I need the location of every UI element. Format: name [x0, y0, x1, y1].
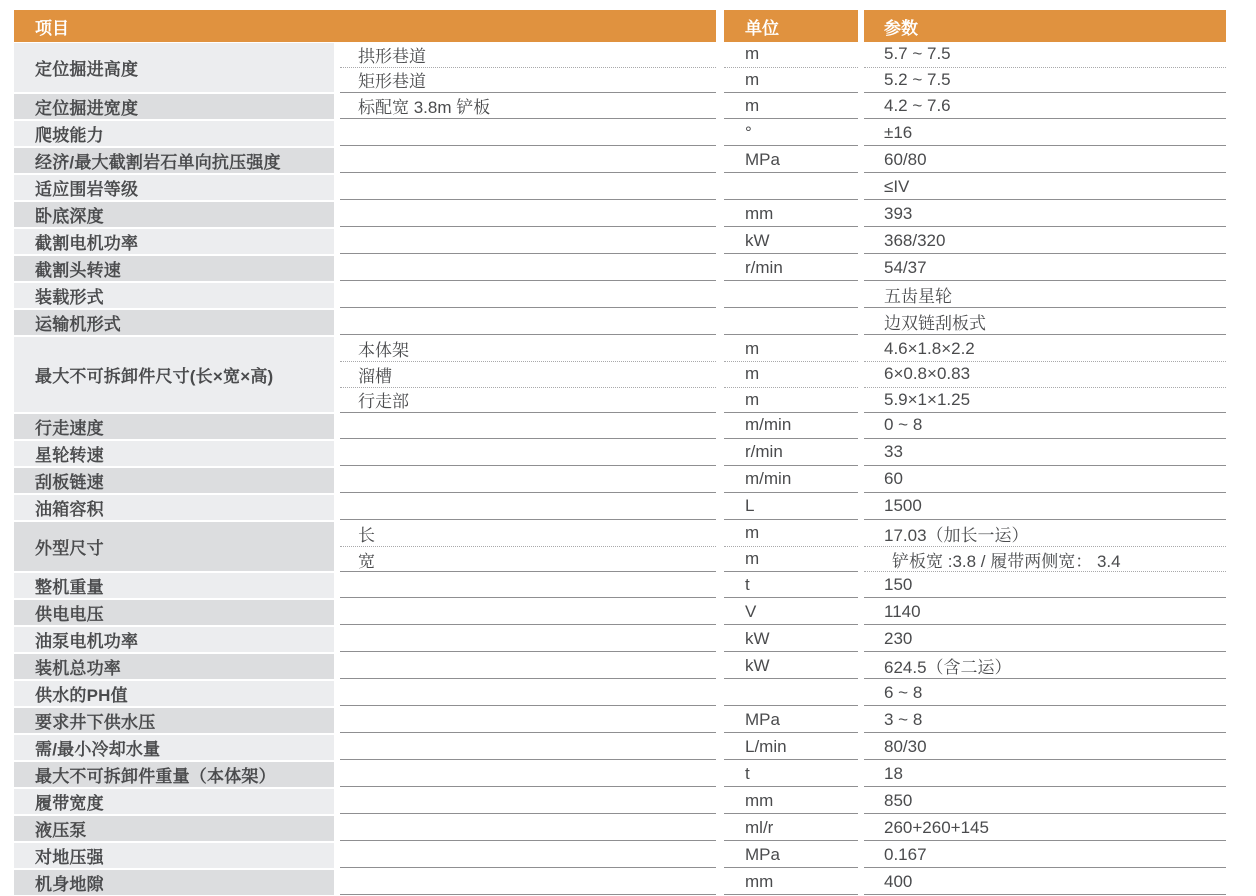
value-cell: 6 ~ 8: [864, 680, 1226, 706]
value-column: [864, 93, 1226, 120]
sub-cell: [340, 572, 716, 598]
value-column: [864, 120, 1226, 147]
value-cell: 5.9×1×1.25: [864, 388, 1226, 414]
value-cell: 五齿星轮: [864, 282, 1226, 308]
row-label: 行走速度: [14, 414, 334, 439]
unit-cell: m: [724, 547, 858, 573]
sub-cell: 标配宽 3.8m 铲板: [340, 93, 716, 119]
row-label-cell: [14, 93, 334, 120]
row-label-cell: [14, 494, 334, 521]
row-label: 定位掘进宽度: [14, 94, 334, 119]
row-label: 最大不可拆卸件重量（本体架）: [14, 762, 334, 787]
row-label-cell: [14, 734, 334, 761]
row-label-cell: [14, 467, 334, 494]
row-label-cell: [14, 707, 334, 734]
value-column: [864, 147, 1226, 174]
unit-column: [724, 336, 858, 413]
row-label-cell: [14, 120, 334, 147]
unit-cell: r/min: [724, 255, 858, 281]
table-row: [14, 336, 1226, 413]
unit-column: [724, 707, 858, 734]
table-row: [14, 93, 1226, 120]
row-label: 整机重量: [14, 573, 334, 598]
row-label: 液压泵: [14, 816, 334, 841]
unit-cell: [724, 174, 858, 200]
table-row: [14, 255, 1226, 282]
table-row: [14, 42, 1226, 93]
value-cell: ±16: [864, 120, 1226, 146]
unit-cell: kW: [724, 626, 858, 652]
row-label-cell: [14, 626, 334, 653]
unit-cell: m/min: [724, 467, 858, 493]
unit-cell: m: [724, 93, 858, 119]
unit-cell: mm: [724, 201, 858, 227]
sub-column: [340, 653, 716, 680]
value-cell: 60: [864, 467, 1226, 493]
unit-column: [724, 440, 858, 467]
spec-table-body: [14, 42, 1226, 896]
sub-column: [340, 93, 716, 120]
sub-column: [340, 869, 716, 896]
unit-cell: t: [724, 761, 858, 787]
table-row: [14, 174, 1226, 201]
sub-column: [340, 255, 716, 282]
value-cell: 230: [864, 626, 1226, 652]
table-row: [14, 707, 1226, 734]
table-row: [14, 201, 1226, 228]
unit-column: [724, 93, 858, 120]
value-cell: 18: [864, 761, 1226, 787]
row-label-cell: [14, 174, 334, 201]
unit-column: [724, 869, 858, 896]
sub-cell: [340, 282, 716, 308]
table-row: [14, 599, 1226, 626]
sub-column: [340, 413, 716, 440]
table-row: [14, 869, 1226, 896]
sub-cell: [340, 147, 716, 173]
sub-cell: [340, 788, 716, 814]
header-cell-item: 项目: [14, 10, 716, 42]
value-column: [864, 572, 1226, 599]
unit-cell: mm: [724, 788, 858, 814]
sub-column: [340, 626, 716, 653]
sub-column: [340, 440, 716, 467]
table-row: [14, 467, 1226, 494]
sub-cell: [340, 120, 716, 146]
value-column: [864, 521, 1226, 572]
value-column: [864, 413, 1226, 440]
unit-column: [724, 282, 858, 309]
sub-cell: [340, 734, 716, 760]
value-cell: 4.6×1.8×2.2: [864, 336, 1226, 362]
sub-cell: 溜槽: [340, 362, 716, 388]
sub-cell: [340, 680, 716, 706]
sub-column: [340, 120, 716, 147]
sub-cell: [340, 842, 716, 868]
unit-cell: MPa: [724, 842, 858, 868]
unit-cell: m: [724, 336, 858, 362]
value-column: [864, 680, 1226, 707]
row-label-cell: [14, 521, 334, 572]
unit-cell: m: [724, 68, 858, 94]
value-column: [864, 734, 1226, 761]
unit-cell: r/min: [724, 440, 858, 466]
table-row: [14, 680, 1226, 707]
sub-column: [340, 521, 716, 572]
row-label-cell: [14, 842, 334, 869]
table-row: [14, 761, 1226, 788]
table-row: [14, 147, 1226, 174]
unit-cell: V: [724, 599, 858, 625]
value-cell: 54/37: [864, 255, 1226, 281]
value-column: [864, 653, 1226, 680]
row-label: 需/最小冷却水量: [14, 735, 334, 760]
table-row: [14, 120, 1226, 147]
value-column: [864, 42, 1226, 93]
value-cell: 3 ~ 8: [864, 707, 1226, 733]
row-label-cell: [14, 869, 334, 896]
sub-cell: 拱形巷道: [340, 42, 716, 68]
sub-cell: [340, 761, 716, 787]
sub-cell: [340, 201, 716, 227]
value-cell: 边双链刮板式: [864, 309, 1226, 335]
unit-cell: kW: [724, 228, 858, 254]
value-column: [864, 707, 1226, 734]
row-label: 经济/最大截割岩石单向抗压强度: [14, 148, 334, 173]
unit-cell: [724, 309, 858, 335]
value-cell: 5.7 ~ 7.5: [864, 42, 1226, 68]
sub-column: [340, 599, 716, 626]
sub-cell: [340, 309, 716, 335]
unit-cell: °: [724, 120, 858, 146]
unit-cell: m: [724, 362, 858, 388]
row-label: 最大不可拆卸件尺寸(长×宽×高): [14, 337, 334, 412]
sub-cell: [340, 467, 716, 493]
table-row: [14, 413, 1226, 440]
value-column: [864, 467, 1226, 494]
sub-cell: [340, 174, 716, 200]
sub-column: [340, 147, 716, 174]
sub-cell: [340, 255, 716, 281]
row-label: 装机总功率: [14, 654, 334, 679]
table-row: [14, 815, 1226, 842]
value-cell: 60/80: [864, 147, 1226, 173]
value-cell: 33: [864, 440, 1226, 466]
row-label: 外型尺寸: [14, 522, 334, 571]
sub-column: [340, 309, 716, 336]
row-label-cell: [14, 282, 334, 309]
row-label: 定位掘进高度: [14, 43, 334, 92]
row-label-cell: [14, 599, 334, 626]
sub-column: [340, 734, 716, 761]
sub-column: [340, 707, 716, 734]
sub-column: [340, 467, 716, 494]
header-cell-unit: 单位: [724, 10, 858, 42]
unit-column: [724, 761, 858, 788]
sub-column: [340, 42, 716, 93]
sub-column: [340, 680, 716, 707]
table-row: [14, 521, 1226, 572]
value-column: [864, 626, 1226, 653]
sub-cell: [340, 413, 716, 439]
header-cell-param: 参数: [864, 10, 1226, 42]
row-label-cell: [14, 201, 334, 228]
value-cell: 17.03（加长一运）: [864, 521, 1226, 547]
row-label: 供水的PH值: [14, 681, 334, 706]
unit-cell: [724, 282, 858, 308]
row-label-cell: [14, 309, 334, 336]
unit-column: [724, 120, 858, 147]
unit-column: [724, 842, 858, 869]
row-label: 对地压强: [14, 843, 334, 868]
row-label-cell: [14, 228, 334, 255]
sub-cell: 宽: [340, 547, 716, 573]
sub-cell: [340, 815, 716, 841]
unit-cell: kW: [724, 653, 858, 679]
value-cell: 1500: [864, 494, 1226, 520]
sub-column: [340, 336, 716, 413]
row-label-cell: [14, 761, 334, 788]
value-cell: 铲板宽 :3.8 / 履带两侧宽： 3.4: [864, 547, 1226, 573]
row-label: 供电电压: [14, 600, 334, 625]
row-label: 爬坡能力: [14, 121, 334, 146]
value-cell: 80/30: [864, 734, 1226, 760]
value-column: [864, 599, 1226, 626]
unit-column: [724, 815, 858, 842]
unit-column: [724, 467, 858, 494]
table-row: [14, 734, 1226, 761]
table-header-row: [14, 10, 1226, 42]
unit-cell: L: [724, 494, 858, 520]
value-cell: 368/320: [864, 228, 1226, 254]
value-cell: 624.5（含二运）: [864, 653, 1226, 679]
table-row: [14, 653, 1226, 680]
sub-cell: 矩形巷道: [340, 68, 716, 94]
value-column: [864, 228, 1226, 255]
unit-column: [724, 228, 858, 255]
value-cell: 4.2 ~ 7.6: [864, 93, 1226, 119]
table-row: [14, 309, 1226, 336]
row-label: 履带宽度: [14, 789, 334, 814]
value-column: [864, 815, 1226, 842]
sub-cell: [340, 653, 716, 679]
unit-column: [724, 255, 858, 282]
sub-cell: [340, 440, 716, 466]
unit-column: [724, 599, 858, 626]
row-label: 油泵电机功率: [14, 627, 334, 652]
sub-cell: [340, 869, 716, 895]
sub-column: [340, 228, 716, 255]
table-row: [14, 572, 1226, 599]
unit-cell: L/min: [724, 734, 858, 760]
unit-column: [724, 309, 858, 336]
table-row: [14, 626, 1226, 653]
row-label-cell: [14, 815, 334, 842]
unit-cell: m: [724, 388, 858, 414]
row-label: 装载形式: [14, 283, 334, 308]
value-column: [864, 842, 1226, 869]
sub-column: [340, 572, 716, 599]
row-label-cell: [14, 42, 334, 93]
row-label-cell: [14, 680, 334, 707]
sub-cell: 本体架: [340, 336, 716, 362]
value-column: [864, 309, 1226, 336]
value-column: [864, 761, 1226, 788]
value-column: [864, 440, 1226, 467]
row-label-cell: [14, 336, 334, 413]
value-column: [864, 788, 1226, 815]
row-label-cell: [14, 572, 334, 599]
sub-cell: [340, 228, 716, 254]
unit-column: [724, 572, 858, 599]
value-column: [864, 336, 1226, 413]
unit-column: [724, 521, 858, 572]
unit-column: [724, 734, 858, 761]
sub-cell: 行走部: [340, 388, 716, 414]
sub-cell: [340, 494, 716, 520]
sub-cell: 长: [340, 521, 716, 547]
value-column: [864, 174, 1226, 201]
sub-cell: [340, 707, 716, 733]
sub-column: [340, 842, 716, 869]
sub-column: [340, 494, 716, 521]
value-cell: 5.2 ~ 7.5: [864, 68, 1226, 94]
unit-column: [724, 413, 858, 440]
value-cell: 150: [864, 572, 1226, 598]
value-cell: 850: [864, 788, 1226, 814]
row-label-cell: [14, 653, 334, 680]
unit-column: [724, 653, 858, 680]
unit-cell: m/min: [724, 413, 858, 439]
value-cell: 0.167: [864, 842, 1226, 868]
table-row: [14, 788, 1226, 815]
unit-column: [724, 174, 858, 201]
sub-cell: [340, 626, 716, 652]
value-cell: 393: [864, 201, 1226, 227]
row-label: 要求井下供水压: [14, 708, 334, 733]
value-cell: 260+260+145: [864, 815, 1226, 841]
sub-column: [340, 788, 716, 815]
sub-column: [340, 282, 716, 309]
unit-cell: ml/r: [724, 815, 858, 841]
unit-cell: t: [724, 572, 858, 598]
table-row: [14, 494, 1226, 521]
unit-column: [724, 147, 858, 174]
row-label: 运输机形式: [14, 310, 334, 335]
value-cell: 400: [864, 869, 1226, 895]
unit-column: [724, 494, 858, 521]
value-cell: 1140: [864, 599, 1226, 625]
value-cell: 6×0.8×0.83: [864, 362, 1226, 388]
row-label: 机身地隙: [14, 870, 334, 895]
row-label-cell: [14, 440, 334, 467]
value-cell: 0 ~ 8: [864, 413, 1226, 439]
unit-cell: MPa: [724, 707, 858, 733]
unit-column: [724, 626, 858, 653]
unit-column: [724, 42, 858, 93]
value-column: [864, 255, 1226, 282]
table-row: [14, 440, 1226, 467]
unit-column: [724, 201, 858, 228]
row-label: 截割电机功率: [14, 229, 334, 254]
sub-cell: [340, 599, 716, 625]
unit-cell: m: [724, 42, 858, 68]
sub-column: [340, 174, 716, 201]
unit-cell: m: [724, 521, 858, 547]
value-column: [864, 869, 1226, 896]
row-label-cell: [14, 788, 334, 815]
sub-column: [340, 761, 716, 788]
sub-column: [340, 201, 716, 228]
row-label: 截割头转速: [14, 256, 334, 281]
unit-column: [724, 788, 858, 815]
row-label: 卧底深度: [14, 202, 334, 227]
table-row: [14, 228, 1226, 255]
value-column: [864, 494, 1226, 521]
row-label: 油箱容积: [14, 495, 334, 520]
row-label: 刮板链速: [14, 468, 334, 493]
spec-table: [14, 10, 1226, 896]
unit-column: [724, 680, 858, 707]
value-column: [864, 282, 1226, 309]
row-label-cell: [14, 147, 334, 174]
unit-cell: mm: [724, 869, 858, 895]
row-label: 星轮转速: [14, 441, 334, 466]
sub-column: [340, 815, 716, 842]
unit-cell: MPa: [724, 147, 858, 173]
unit-cell: [724, 680, 858, 706]
value-cell: ≤IV: [864, 174, 1226, 200]
table-row: [14, 842, 1226, 869]
value-column: [864, 201, 1226, 228]
row-label: 适应围岩等级: [14, 175, 334, 200]
row-label-cell: [14, 255, 334, 282]
table-row: [14, 282, 1226, 309]
row-label-cell: [14, 413, 334, 440]
